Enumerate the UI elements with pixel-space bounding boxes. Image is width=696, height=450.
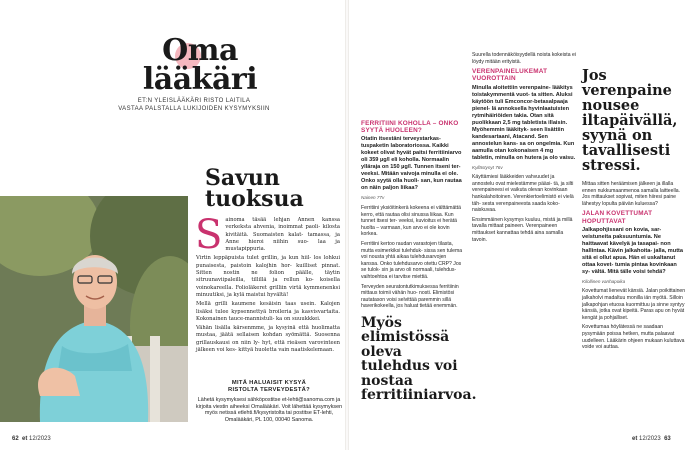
col1-paragraph-1: Ferritiini yksiöitinkerä kokeena ei välttämättä kerro, että rautaa olisi sinussa liikaa. Kun tunnet itsesi ter- veeksi, kuvioitus ei herätä huolta – varmaan, kun arvo ei ole kovin korkea. (361, 205, 461, 238)
column-subtitle-line1: ET:N YLEISLÄÄKÄRI RISTO LAITILA (137, 98, 251, 104)
col3-paragraph-1: Mittaa sitten heräämisen jälkeen ja illalla ennen nukkumaanmenoa samalla laitteella. Jos mittaukset sopivat, miten hiiresi paine lähestyy lopulta päivän kuluessa? (582, 181, 680, 207)
right-magazine-name: et (632, 436, 638, 442)
col3-paragraph-3: Kovettumaa höylätessä ne saadaan pysymään poissa hetken, mutta palaavat uudelleen. Lääkärin ohjeen mukaan kuluttava voide voi auttaa. (582, 324, 685, 351)
ask-question-box (194, 380, 344, 424)
headline-line1: Savun (205, 165, 280, 191)
column-title (120, 33, 280, 97)
right-folio (632, 436, 671, 442)
col1-subheading: FERRITIINI KOHOLLA – ONKO SYYTÄ HUOLEEN? (361, 120, 459, 135)
doctor-photo (0, 196, 188, 422)
col2-paragraph-3: Ensimmäinen kysymys kuuluu, mistä ja millä tavalla mittaat paineen. Verenpaineen mittaukset kannattaa tehdä aina samalla tavoin. (472, 216, 573, 243)
left-page-number: 62 (12, 436, 19, 442)
left-magazine-name: et (22, 436, 28, 442)
right-issue: 12/2023 (639, 436, 661, 442)
col1-signature: Nainen 77v (361, 195, 385, 201)
left-issue: 12/2023 (29, 436, 51, 442)
column-subtitle (104, 97, 284, 113)
col3-subheading: JALAN KOVETTUMAT HOPUTTAVAT (582, 210, 653, 225)
article-headline (205, 165, 335, 212)
intro-paragraph-2: Virtin leppäpuista tulet grillin, ja kun hiil- los lohkui punaisesta, paistoin kalojhin hor- kuilliset pinnat. Sitten nostin ne folion päälle, täytin sitruunaviipaleilla, tillillä ja rellun ko- koisella voinokareella. Folioläkeret grilliin virtä kymmenenksi minuutiksi, ja kylä maistui hyvältä! (196, 255, 340, 298)
col1-paragraph-2: Ferritiini kertoo raudan varastojen tilasta, mutta esimerkiksi tulehduk- sissa sen tulema voi nousta yhtä aikaa tulehdusarvojen kanssa. Onko tulehdusarvo otettu CRP? Jos se tulok- sin ja arvo oli normaali, tulehdus- vaihtoehtoa ei tarvitse miettiä. (361, 240, 463, 280)
left-folio (12, 436, 51, 442)
headline-line2: tuoksua (205, 186, 304, 212)
col2-signature: Kyllästynyt 76v (472, 164, 503, 170)
right-page-number: 63 (664, 436, 671, 442)
col3-paragraph-2: Kovettumat lienevät känsiä. Jalan poikittainen jalkaholvi madaltuu monilla iän myötä. Silloin jalkapohjan etuosa kuormittuu ja sinne syntyy känsiä, jotka ovat kipeitä. Paras apu on hyvät kengät ja pohjalliset. (582, 288, 686, 321)
page-gutter (345, 0, 349, 450)
col3-question: Jalkapohjissani on kovia, sar- veistuneita paksuuntumia. Ne haittaavat kävelyä ja tasapai- non hallintaa. Kävin jalkahoita- jalla, mutta sitä ei ollut apua. Hän ei uskaltanut ottaa kovet- tumia pintaa kovinkaan sy- vältä. Mitä tälle voisi tehdä? (582, 226, 684, 275)
col2-paragraph-2: Käyttämiesi lääkkeiden vahvuudet ja annostelu ovat mielestämme pääsi- tä, ja silti verenpaineesi ei vaikuta olevan kovinkaan hankalahoitoinen. Verenkiertoelimistö ei vielä täh- sesta verenpaineesta saada koko- naiskuvaa. (472, 174, 574, 214)
intro-paragraph-1-text: ainoma täsää lehjan Annen kanssa verkeksta ahvenia, inoimmat paoli- kilosta kivitäitä. Suomaisten kalat- tamassa, ja Anne hieroi niihin suo- laa ja mustapippuria. (225, 217, 340, 253)
right-column-3 (582, 68, 686, 354)
drop-cap: S (195, 212, 223, 258)
col2-question: Minulla aloitettiin verenpaine- lääkitys toistakymmentä vuot- ta sitten. Aluksi käytöön tuli Emconcor-betasalpaaja pienel- lä annoksella hyvinlaatuisten rytmihäiriöiden takia. Otan sitä puolikkaan 2,5 mg tabletista illaisin. Myöhemmin lääkityk- seen lisättiin kandesartaani, Atacand. Sen annostelun kans- sa on ongelmia. Kun aamulla otan kokonaisen 4 mg tabletin, minulla on hutera ja olo vaisu. (472, 84, 576, 161)
col1-question: Otatin itsestäni terveystarkas- tuspaketin laboratoriossa. Kaikki kokeet olivat hyvät paitsi ferritiiniarvo oli 359 µg/l eli koholla. Normaalin ylläraja on 150 µg/l. Tunnen itseni ter- veeksi. Mitään vaivoja minulla ei ole. Onko syytä olla huoli- san, kun rautaa on näin paljon liikaa? (361, 136, 462, 192)
right-column-1 (361, 52, 477, 407)
intro-paragraph-4: Vähän lisälla kärsenmme, ja kysyinä että huolimatta mustaa, jäätä sellaisen kohdan syömättä. Suosenna grillauskausi on niin ly- hyt, että rieäsen varovinteen jälkeen voi kes- kittyä huoletta vain naatiskelemaan. (196, 325, 340, 354)
intro-paragraph-3: Mellä grilli kaumene kesäisin taas usein. Kalojen lisäksi tulee kypsennettyä broileria ja kasvisvartaita. Kokonainen tauce-mannistuli- ka on suuukkkei. (196, 301, 340, 322)
col2-subheading: VERENPAINELUKEMAT VUOROTTAIN (472, 68, 548, 83)
right-column-2 (472, 52, 576, 246)
article-intro (195, 212, 340, 356)
ask-text: Lähetä kysymyksesi sähköpostitse et-lehti@sanoma.com ja kirjoita viestin aiheeksi Omalääkäri. Voit lähettää kysymyksen myös netissä etlehti.fi/kysyristolta tai postitse ET-lehti, Omalääkäri, PL 100, 00040 Sanoma. (195, 396, 343, 424)
column-title-line2: lääkäri (142, 62, 258, 97)
column-title-line1: Oma (162, 33, 238, 68)
col2-paragraph-1: Suurella todennäköisyydellä noista kokeista ei löydy mitään erityistä. (472, 52, 576, 65)
intro-paragraph-1 (195, 212, 340, 258)
col1-pull-quote: Myös elimistössä oleva tulehdus voi nostaa ferritiiniarvoa. (361, 314, 477, 404)
ask-title-line2: RISTOLTA TERVEYDESTÄ? (228, 387, 310, 394)
col3-pull-quote: Jos verenpaine nousee iltapäivällä, syynä on tavallisesti stressi. (582, 67, 678, 174)
col3-signature: Kilollinen vanhapoika (582, 278, 626, 284)
ask-title-line1: MITÄ HALUAISIT KYSYÄ (231, 380, 307, 386)
col1-paragraph-3: Terveyden seuratontutkimuksessa ferritiinin mittaus toimii vähän huo- nosti. Elimistösi rautatason voisi selvittää paremmin sillä haverikokeella, jos haluat tietää enemmän. (361, 283, 459, 310)
column-subtitle-line2: VASTAA PALSTALLA LUKIJOIDEN KYSYMYKSIIN (118, 106, 270, 112)
